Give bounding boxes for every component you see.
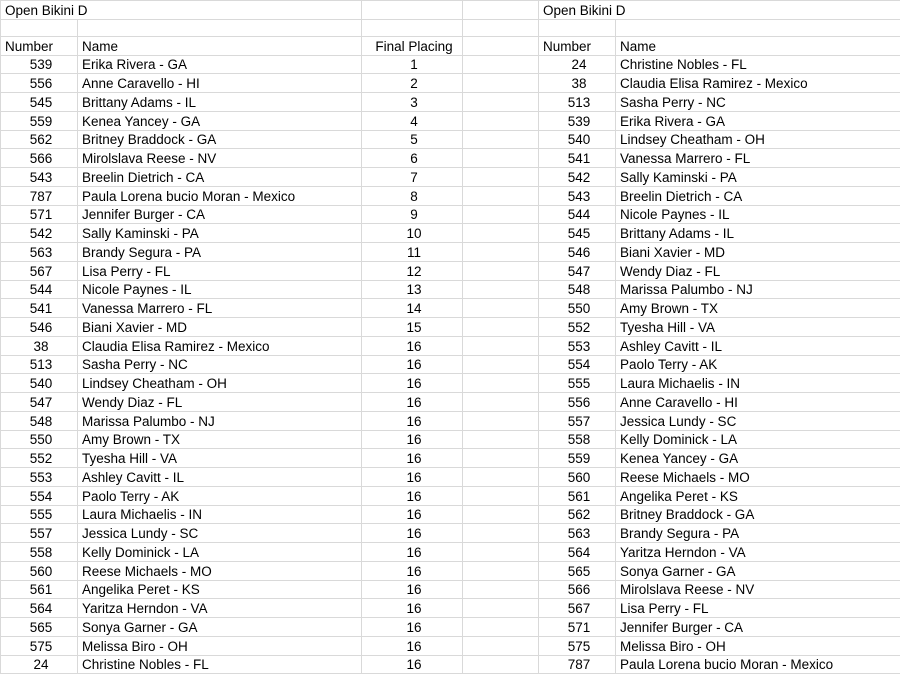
left-number-cell[interactable]: 555	[1, 505, 78, 524]
right-name-cell[interactable]: Tyesha Hill - VA	[616, 318, 900, 337]
left-name-cell[interactable]: Mirolslava Reese - NV	[78, 149, 362, 168]
final-placing-cell[interactable]: 1	[362, 55, 463, 74]
table-row	[1, 524, 900, 543]
final-placing-cell[interactable]: 16	[362, 393, 463, 412]
left-name-cell[interactable]: Kenea Yancey - GA	[78, 111, 362, 130]
final-placing-cell[interactable]: 16	[362, 618, 463, 637]
left-number-cell[interactable]: 567	[1, 261, 78, 280]
final-placing-cell[interactable]: 16	[362, 355, 463, 374]
left-name-cell[interactable]: Vanessa Marrero - FL	[78, 299, 362, 318]
left-number-cell[interactable]: 543	[1, 168, 78, 187]
right-name-cell[interactable]: Lisa Perry - FL	[616, 599, 900, 618]
left-number-cell[interactable]: 561	[1, 580, 78, 599]
final-placing-cell[interactable]: 16	[362, 543, 463, 562]
empty-cell[interactable]	[463, 299, 539, 318]
empty-cell[interactable]	[463, 336, 539, 355]
final-placing-cell[interactable]: 16	[362, 580, 463, 599]
right-name-cell[interactable]: Vanessa Marrero - FL	[616, 149, 900, 168]
left-name-cell[interactable]: Paula Lorena bucio Moran - Mexico	[78, 186, 362, 205]
right-number-cell[interactable]: 567	[539, 599, 616, 618]
left-number-cell[interactable]: 541	[1, 299, 78, 318]
right-title[interactable]: Open Bikini D	[539, 1, 900, 20]
table-row	[1, 186, 900, 205]
final-placing-cell[interactable]: 16	[362, 336, 463, 355]
final-placing-cell[interactable]: 16	[362, 505, 463, 524]
left-number-cell[interactable]: 556	[1, 74, 78, 93]
left-name-cell[interactable]: Jessica Lundy - SC	[78, 524, 362, 543]
right-number-cell[interactable]: 513	[539, 93, 616, 112]
left-number-cell[interactable]: 540	[1, 374, 78, 393]
left-number-cell[interactable]: 513	[1, 355, 78, 374]
empty-cell[interactable]	[78, 19, 362, 36]
left-name-cell[interactable]: Brandy Segura - PA	[78, 243, 362, 262]
right-name-cell[interactable]: Reese Michaels - MO	[616, 468, 900, 487]
table-row	[1, 655, 900, 674]
left-name-cell[interactable]: Sonya Garner - GA	[78, 618, 362, 637]
table-row	[1, 543, 900, 562]
left-name-cell[interactable]: Lisa Perry - FL	[78, 261, 362, 280]
table-row	[1, 130, 900, 149]
empty-cell[interactable]	[463, 374, 539, 393]
empty-cell[interactable]	[463, 636, 539, 655]
empty-cell[interactable]	[463, 111, 539, 130]
final-placing-cell[interactable]: 10	[362, 224, 463, 243]
left-name-cell[interactable]: Kelly Dominick - LA	[78, 543, 362, 562]
table-row	[1, 261, 900, 280]
left-number-cell[interactable]: 554	[1, 486, 78, 505]
left-name-cell[interactable]: Sally Kaminski - PA	[78, 224, 362, 243]
table-row	[1, 393, 900, 412]
right-name-cell[interactable]: Jessica Lundy - SC	[616, 411, 900, 430]
final-placing-cell[interactable]: 16	[362, 486, 463, 505]
empty-cell[interactable]	[463, 186, 539, 205]
right-number-header[interactable]: Number	[539, 36, 616, 55]
final-placing-cell[interactable]: 6	[362, 149, 463, 168]
table-row	[1, 561, 900, 580]
right-number-cell[interactable]: 559	[539, 449, 616, 468]
final-placing-cell[interactable]: 8	[362, 186, 463, 205]
right-name-cell[interactable]: Anne Caravello - HI	[616, 393, 900, 412]
table-row	[1, 318, 900, 337]
left-number-cell[interactable]: 24	[1, 655, 78, 674]
table-row	[1, 205, 900, 224]
table-row	[1, 580, 900, 599]
left-number-cell[interactable]: 787	[1, 186, 78, 205]
right-name-cell[interactable]: Laura Michaelis - IN	[616, 374, 900, 393]
empty-cell[interactable]	[463, 130, 539, 149]
right-name-cell[interactable]: Brittany Adams - IL	[616, 224, 900, 243]
table-row	[1, 636, 900, 655]
left-name-cell[interactable]: Paolo Terry - AK	[78, 486, 362, 505]
right-number-cell[interactable]: 38	[539, 74, 616, 93]
right-name-cell[interactable]: Sonya Garner - GA	[616, 561, 900, 580]
title-row	[1, 1, 900, 20]
blank-row	[1, 19, 900, 36]
final-placing-cell[interactable]: 16	[362, 374, 463, 393]
left-name-cell[interactable]: Erika Rivera - GA	[78, 55, 362, 74]
right-number-cell[interactable]: 553	[539, 336, 616, 355]
final-placing-cell[interactable]: 11	[362, 243, 463, 262]
left-name-cell[interactable]: Sasha Perry - NC	[78, 355, 362, 374]
final-placing-cell[interactable]: 7	[362, 168, 463, 187]
left-number-cell[interactable]: 562	[1, 130, 78, 149]
table-row	[1, 599, 900, 618]
left-name-cell[interactable]: Reese Michaels - MO	[78, 561, 362, 580]
empty-cell[interactable]	[463, 468, 539, 487]
final-placing-cell[interactable]: 15	[362, 318, 463, 337]
right-number-cell[interactable]: 563	[539, 524, 616, 543]
empty-cell[interactable]	[463, 280, 539, 299]
right-number-cell[interactable]: 566	[539, 580, 616, 599]
right-name-cell[interactable]: Kelly Dominick - LA	[616, 430, 900, 449]
right-number-cell[interactable]: 541	[539, 149, 616, 168]
table-row	[1, 224, 900, 243]
empty-cell[interactable]	[463, 599, 539, 618]
left-number-cell[interactable]: 575	[1, 636, 78, 655]
empty-cell[interactable]	[463, 430, 539, 449]
right-number-cell[interactable]: 543	[539, 186, 616, 205]
table-row	[1, 449, 900, 468]
right-number-cell[interactable]: 548	[539, 280, 616, 299]
empty-cell[interactable]	[463, 355, 539, 374]
right-number-cell[interactable]: 556	[539, 393, 616, 412]
left-name-cell[interactable]: Breelin Dietrich - CA	[78, 168, 362, 187]
right-number-cell[interactable]: 544	[539, 205, 616, 224]
left-number-cell[interactable]: 539	[1, 55, 78, 74]
right-name-cell[interactable]: Paolo Terry - AK	[616, 355, 900, 374]
right-number-cell[interactable]: 554	[539, 355, 616, 374]
right-name-cell[interactable]: Sally Kaminski - PA	[616, 168, 900, 187]
right-number-cell[interactable]: 564	[539, 543, 616, 562]
table-row	[1, 149, 900, 168]
final-placing-cell[interactable]: 12	[362, 261, 463, 280]
empty-cell[interactable]	[463, 393, 539, 412]
table-row	[1, 486, 900, 505]
left-number-cell[interactable]: 566	[1, 149, 78, 168]
left-number-cell[interactable]: 564	[1, 599, 78, 618]
right-name-cell[interactable]: Marissa Palumbo - NJ	[616, 280, 900, 299]
left-number-cell[interactable]: 547	[1, 393, 78, 412]
right-number-cell[interactable]: 561	[539, 486, 616, 505]
empty-cell[interactable]	[463, 243, 539, 262]
empty-cell[interactable]	[616, 19, 900, 36]
final-placing-cell[interactable]: 16	[362, 636, 463, 655]
final-placing-cell[interactable]: 14	[362, 299, 463, 318]
table-row	[1, 430, 900, 449]
final-placing-cell[interactable]: 16	[362, 430, 463, 449]
empty-cell[interactable]	[463, 449, 539, 468]
final-placing-cell[interactable]: 16	[362, 599, 463, 618]
left-name-cell[interactable]: Laura Michaelis - IN	[78, 505, 362, 524]
final-placing-cell[interactable]: 16	[362, 655, 463, 674]
table-row	[1, 374, 900, 393]
empty-cell[interactable]	[463, 543, 539, 562]
final-placing-cell[interactable]: 16	[362, 468, 463, 487]
left-name-cell[interactable]: Wendy Diaz - FL	[78, 393, 362, 412]
final-placing-cell[interactable]: 3	[362, 93, 463, 112]
left-number-cell[interactable]: 544	[1, 280, 78, 299]
final-placing-cell[interactable]: 16	[362, 524, 463, 543]
right-number-cell[interactable]: 550	[539, 299, 616, 318]
final-placing-cell[interactable]: 16	[362, 411, 463, 430]
right-name-cell[interactable]: Lindsey Cheatham - OH	[616, 130, 900, 149]
empty-cell[interactable]	[463, 224, 539, 243]
left-name-cell[interactable]: Melissa Biro - OH	[78, 636, 362, 655]
table-row	[1, 411, 900, 430]
left-name-cell[interactable]: Jennifer Burger - CA	[78, 205, 362, 224]
left-number-cell[interactable]: 548	[1, 411, 78, 430]
left-name-cell[interactable]: Marissa Palumbo - NJ	[78, 411, 362, 430]
table-row	[1, 93, 900, 112]
left-number-cell[interactable]: 565	[1, 618, 78, 637]
right-number-cell[interactable]: 787	[539, 655, 616, 674]
table-row	[1, 111, 900, 130]
left-name-cell[interactable]: Christine Nobles - FL	[78, 655, 362, 674]
left-name-cell[interactable]: Claudia Elisa Ramirez - Mexico	[78, 336, 362, 355]
right-name-header[interactable]: Name	[616, 36, 900, 55]
left-number-header[interactable]: Number	[1, 36, 78, 55]
left-number-cell[interactable]: 571	[1, 205, 78, 224]
placing-header[interactable]: Final Placing	[362, 36, 463, 55]
empty-cell[interactable]	[1, 19, 78, 36]
right-name-cell[interactable]: Angelika Peret - KS	[616, 486, 900, 505]
table-row	[1, 299, 900, 318]
left-name-cell[interactable]: Britney Braddock - GA	[78, 130, 362, 149]
empty-cell[interactable]	[463, 93, 539, 112]
table-row	[1, 336, 900, 355]
right-name-cell[interactable]: Brandy Segura - PA	[616, 524, 900, 543]
right-number-cell[interactable]: 545	[539, 224, 616, 243]
empty-cell[interactable]	[463, 505, 539, 524]
right-name-cell[interactable]: Melissa Biro - OH	[616, 636, 900, 655]
empty-cell[interactable]	[463, 561, 539, 580]
empty-cell[interactable]	[463, 524, 539, 543]
final-placing-cell[interactable]: 5	[362, 130, 463, 149]
right-number-cell[interactable]: 558	[539, 430, 616, 449]
right-name-cell[interactable]: Jennifer Burger - CA	[616, 618, 900, 637]
right-number-cell[interactable]: 565	[539, 561, 616, 580]
left-number-cell[interactable]: 560	[1, 561, 78, 580]
right-name-cell[interactable]: Claudia Elisa Ramirez - Mexico	[616, 74, 900, 93]
right-name-cell[interactable]: Nicole Paynes - IL	[616, 205, 900, 224]
empty-cell[interactable]	[539, 19, 616, 36]
final-placing-cell[interactable]: 4	[362, 111, 463, 130]
right-number-cell[interactable]: 546	[539, 243, 616, 262]
table-row	[1, 243, 900, 262]
right-name-cell[interactable]: Sasha Perry - NC	[616, 93, 900, 112]
table-row	[1, 468, 900, 487]
empty-cell[interactable]	[463, 486, 539, 505]
right-name-cell[interactable]: Yaritza Herndon - VA	[616, 543, 900, 562]
right-name-cell[interactable]: Biani Xavier - MD	[616, 243, 900, 262]
empty-cell[interactable]	[463, 168, 539, 187]
right-number-cell[interactable]: 571	[539, 618, 616, 637]
table-row	[1, 618, 900, 637]
left-number-cell[interactable]: 550	[1, 430, 78, 449]
left-number-cell[interactable]: 38	[1, 336, 78, 355]
right-number-cell[interactable]: 557	[539, 411, 616, 430]
right-name-cell[interactable]: Paula Lorena bucio Moran - Mexico	[616, 655, 900, 674]
final-placing-cell[interactable]: 2	[362, 74, 463, 93]
right-name-cell[interactable]: Breelin Dietrich - CA	[616, 186, 900, 205]
table-row	[1, 280, 900, 299]
left-title[interactable]: Open Bikini D	[1, 1, 362, 20]
right-name-cell[interactable]: Amy Brown - TX	[616, 299, 900, 318]
final-placing-cell[interactable]: 16	[362, 561, 463, 580]
right-name-cell[interactable]: Erika Rivera - GA	[616, 111, 900, 130]
empty-cell[interactable]	[362, 19, 463, 36]
final-placing-cell[interactable]: 16	[362, 449, 463, 468]
left-number-cell[interactable]: 545	[1, 93, 78, 112]
right-name-cell[interactable]: Wendy Diaz - FL	[616, 261, 900, 280]
table-row	[1, 168, 900, 187]
empty-cell[interactable]	[463, 655, 539, 674]
right-number-cell[interactable]: 539	[539, 111, 616, 130]
left-number-cell[interactable]: 563	[1, 243, 78, 262]
empty-cell[interactable]	[463, 55, 539, 74]
right-number-cell[interactable]: 24	[539, 55, 616, 74]
left-number-cell[interactable]: 559	[1, 111, 78, 130]
left-name-cell[interactable]: Anne Caravello - HI	[78, 74, 362, 93]
table-row	[1, 74, 900, 93]
empty-cell[interactable]	[463, 580, 539, 599]
empty-cell[interactable]	[463, 74, 539, 93]
right-name-cell[interactable]: Ashley Cavitt - IL	[616, 336, 900, 355]
left-name-header[interactable]: Name	[78, 36, 362, 55]
right-number-cell[interactable]: 540	[539, 130, 616, 149]
left-name-cell[interactable]: Angelika Peret - KS	[78, 580, 362, 599]
left-number-cell[interactable]: 546	[1, 318, 78, 337]
left-number-cell[interactable]: 553	[1, 468, 78, 487]
table-row	[1, 355, 900, 374]
right-number-cell[interactable]: 547	[539, 261, 616, 280]
header-row	[1, 36, 900, 55]
empty-cell[interactable]	[463, 261, 539, 280]
left-number-cell[interactable]: 552	[1, 449, 78, 468]
empty-cell[interactable]	[463, 36, 539, 55]
empty-cell[interactable]	[463, 149, 539, 168]
right-name-cell[interactable]: Christine Nobles - FL	[616, 55, 900, 74]
left-number-cell[interactable]: 557	[1, 524, 78, 543]
left-name-cell[interactable]: Ashley Cavitt - IL	[78, 468, 362, 487]
empty-cell[interactable]	[463, 1, 539, 20]
left-number-cell[interactable]: 542	[1, 224, 78, 243]
left-name-cell[interactable]: Biani Xavier - MD	[78, 318, 362, 337]
empty-cell[interactable]	[362, 1, 463, 20]
empty-cell[interactable]	[463, 19, 539, 36]
left-name-cell[interactable]: Nicole Paynes - IL	[78, 280, 362, 299]
final-placing-cell[interactable]: 13	[362, 280, 463, 299]
empty-cell[interactable]	[463, 318, 539, 337]
right-number-cell[interactable]: 552	[539, 318, 616, 337]
left-name-cell[interactable]: Amy Brown - TX	[78, 430, 362, 449]
empty-cell[interactable]	[463, 411, 539, 430]
right-number-cell[interactable]: 542	[539, 168, 616, 187]
right-name-cell[interactable]: Kenea Yancey - GA	[616, 449, 900, 468]
right-number-cell[interactable]: 575	[539, 636, 616, 655]
empty-cell[interactable]	[463, 205, 539, 224]
right-name-cell[interactable]: Mirolslava Reese - NV	[616, 580, 900, 599]
left-number-cell[interactable]: 558	[1, 543, 78, 562]
table-row	[1, 55, 900, 74]
final-placing-cell[interactable]: 9	[362, 205, 463, 224]
table-row	[1, 505, 900, 524]
right-number-cell[interactable]: 555	[539, 374, 616, 393]
right-number-cell[interactable]: 562	[539, 505, 616, 524]
left-name-cell[interactable]: Lindsey Cheatham - OH	[78, 374, 362, 393]
left-name-cell[interactable]: Brittany Adams - IL	[78, 93, 362, 112]
left-name-cell[interactable]: Tyesha Hill - VA	[78, 449, 362, 468]
empty-cell[interactable]	[463, 618, 539, 637]
right-number-cell[interactable]: 560	[539, 468, 616, 487]
right-name-cell[interactable]: Britney Braddock - GA	[616, 505, 900, 524]
left-name-cell[interactable]: Yaritza Herndon - VA	[78, 599, 362, 618]
